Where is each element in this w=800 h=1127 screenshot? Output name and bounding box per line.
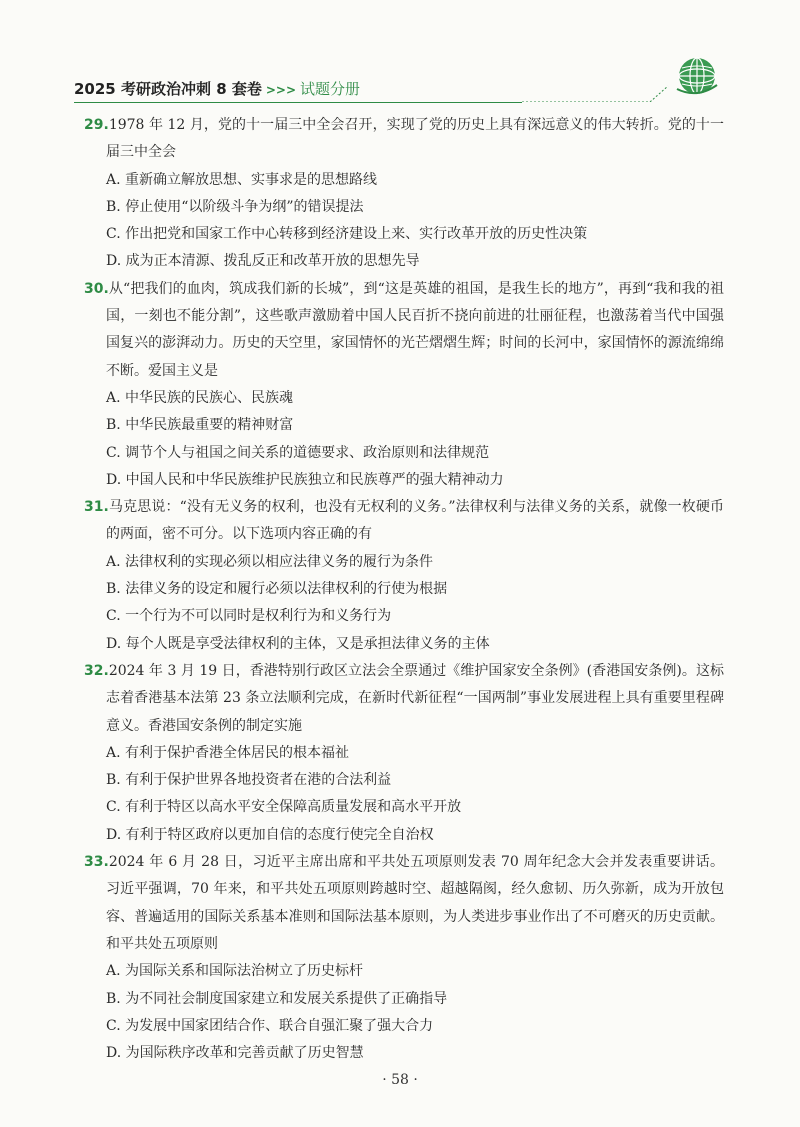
chevrons-icon: >>> <box>265 83 297 97</box>
question-stem <box>84 849 724 958</box>
option-c: C. 作出把党和国家工作中心转移到经济建设上来、实行改革开放的历史性决策 <box>106 226 588 243</box>
page-header <box>74 68 724 108</box>
question-text: 马克思说：“没有无义务的权利，也没有无权利的义务。”法律权利与法律义务的关系，就像一枚硬币的两面，密不可分。以下选项内容正确的有 <box>106 499 724 543</box>
question-text: 从“把我们的血肉，筑成我们新的长城”，到“这是英雄的祖国，是我生长的地方”，再到“我和我的祖国，一刻也不能分割”，这些歌声激励着中国人民百折不挠向前进的壮丽征程，也激荡着当代中国强国复兴的澎湃动力。历史的天空里，家国情怀的光芒熠熠生辉；时间的长河中，家国情怀的源流绵绵不断。爱国主义是 <box>106 280 724 379</box>
globe-icon <box>676 55 718 97</box>
option-b: B. 法律义务的设定和履行必须以法律权利的行使为根据 <box>106 581 448 598</box>
option-b: B. 有利于保护世界各地投资者在港的合法利益 <box>106 772 392 789</box>
option-d: D. 中国人民和中华民族维护民族独立和民族尊严的强大精神动力 <box>106 471 504 488</box>
book-section: 试题分册 <box>300 80 361 98</box>
header-title <box>74 78 360 99</box>
book-title: 2025 考研政治冲刺 8 套卷 <box>74 80 262 98</box>
question-29 <box>84 112 724 276</box>
question-stem <box>84 658 724 740</box>
option-b: B. 为不同社会制度国家建立和发展关系提供了正确指导 <box>106 990 448 1007</box>
question-stem <box>84 112 724 167</box>
question-text: 1978 年 12 月，党的十一届三中全会召开，实现了党的历史上具有深远意义的伟大转折。党的十一届三中全会 <box>106 117 724 161</box>
header-rule <box>74 102 522 103</box>
option-a: A. 有利于保护香港全体居民的根本福祉 <box>106 744 350 761</box>
question-text: 2024 年 3 月 19 日，香港特别行政区立法会全票通过《维护国家安全条例》(香港国安条例)。这标志着香港基本法第 23 条立法顺利完成，在新时代新征程“一国两制”事业发展进程上具有重要里程碑意义。香港国安条例的制定实施 <box>106 662 724 734</box>
question-number: 29. <box>84 117 109 133</box>
option-a: A. 重新确立解放思想、实事求是的思想路线 <box>106 171 378 188</box>
question-stem <box>84 276 724 385</box>
question-number: 33. <box>84 854 109 871</box>
option-d: D. 每个人既是享受法律权利的主体，又是承担法律义务的主体 <box>106 635 490 652</box>
option-d: D. 为国际秩序改革和完善贡献了历史智慧 <box>106 1045 364 1062</box>
option-c: C. 为发展中国家团结合作、联合自强汇聚了强大合力 <box>106 1017 434 1034</box>
question-33 <box>84 849 724 1067</box>
option-b: B. 停止使用“以阶级斗争为纲”的错误提法 <box>106 198 364 215</box>
option-c: C. 有利于特区以高水平安全保障高质量发展和高水平开放 <box>106 799 462 816</box>
option-a: A. 中华民族的民族心、民族魂 <box>106 389 294 406</box>
option-b: B. 中华民族最重要的精神财富 <box>106 417 294 434</box>
question-number: 31. <box>84 499 109 516</box>
question-31 <box>84 494 724 658</box>
question-number: 30. <box>84 280 109 297</box>
option-d: D. 成为正本清源、拨乱反正和改革开放的思想先导 <box>106 253 420 270</box>
page-number: · 58 · <box>382 1072 418 1088</box>
option-a: A. 为国际关系和国际法治树立了历史标杆 <box>106 963 364 980</box>
option-a: A. 法律权利的实现必须以相应法律义务的履行为条件 <box>106 553 434 570</box>
question-text: 2024 年 6 月 28 日，习近平主席出席和平共处五项原则发表 70 周年纪念大会并发表重要讲话。习近平强调，70 年来，和平共处五项原则跨越时空、超越隔阂，经久愈韧、历久弥新，成为开放包容、普遍适用的国际关系基本准则和国际法基本原则，为人类进步事业作出了不可磨灭的历史贡献。和平共处五项原则 <box>106 854 724 952</box>
option-d: D. 有利于特区政府以更加自信的态度行使完全自治权 <box>106 826 434 843</box>
question-32 <box>84 658 724 849</box>
question-list <box>84 112 724 1067</box>
question-stem <box>84 494 724 549</box>
option-c: C. 一个行为不可以同时是权利行为和义务行为 <box>106 608 392 625</box>
question-30 <box>84 276 724 494</box>
option-c: C. 调节个人与祖国之间关系的道德要求、政治原则和法律规范 <box>106 444 490 461</box>
question-number: 32. <box>84 662 109 679</box>
header-dashed-rule <box>522 82 672 102</box>
